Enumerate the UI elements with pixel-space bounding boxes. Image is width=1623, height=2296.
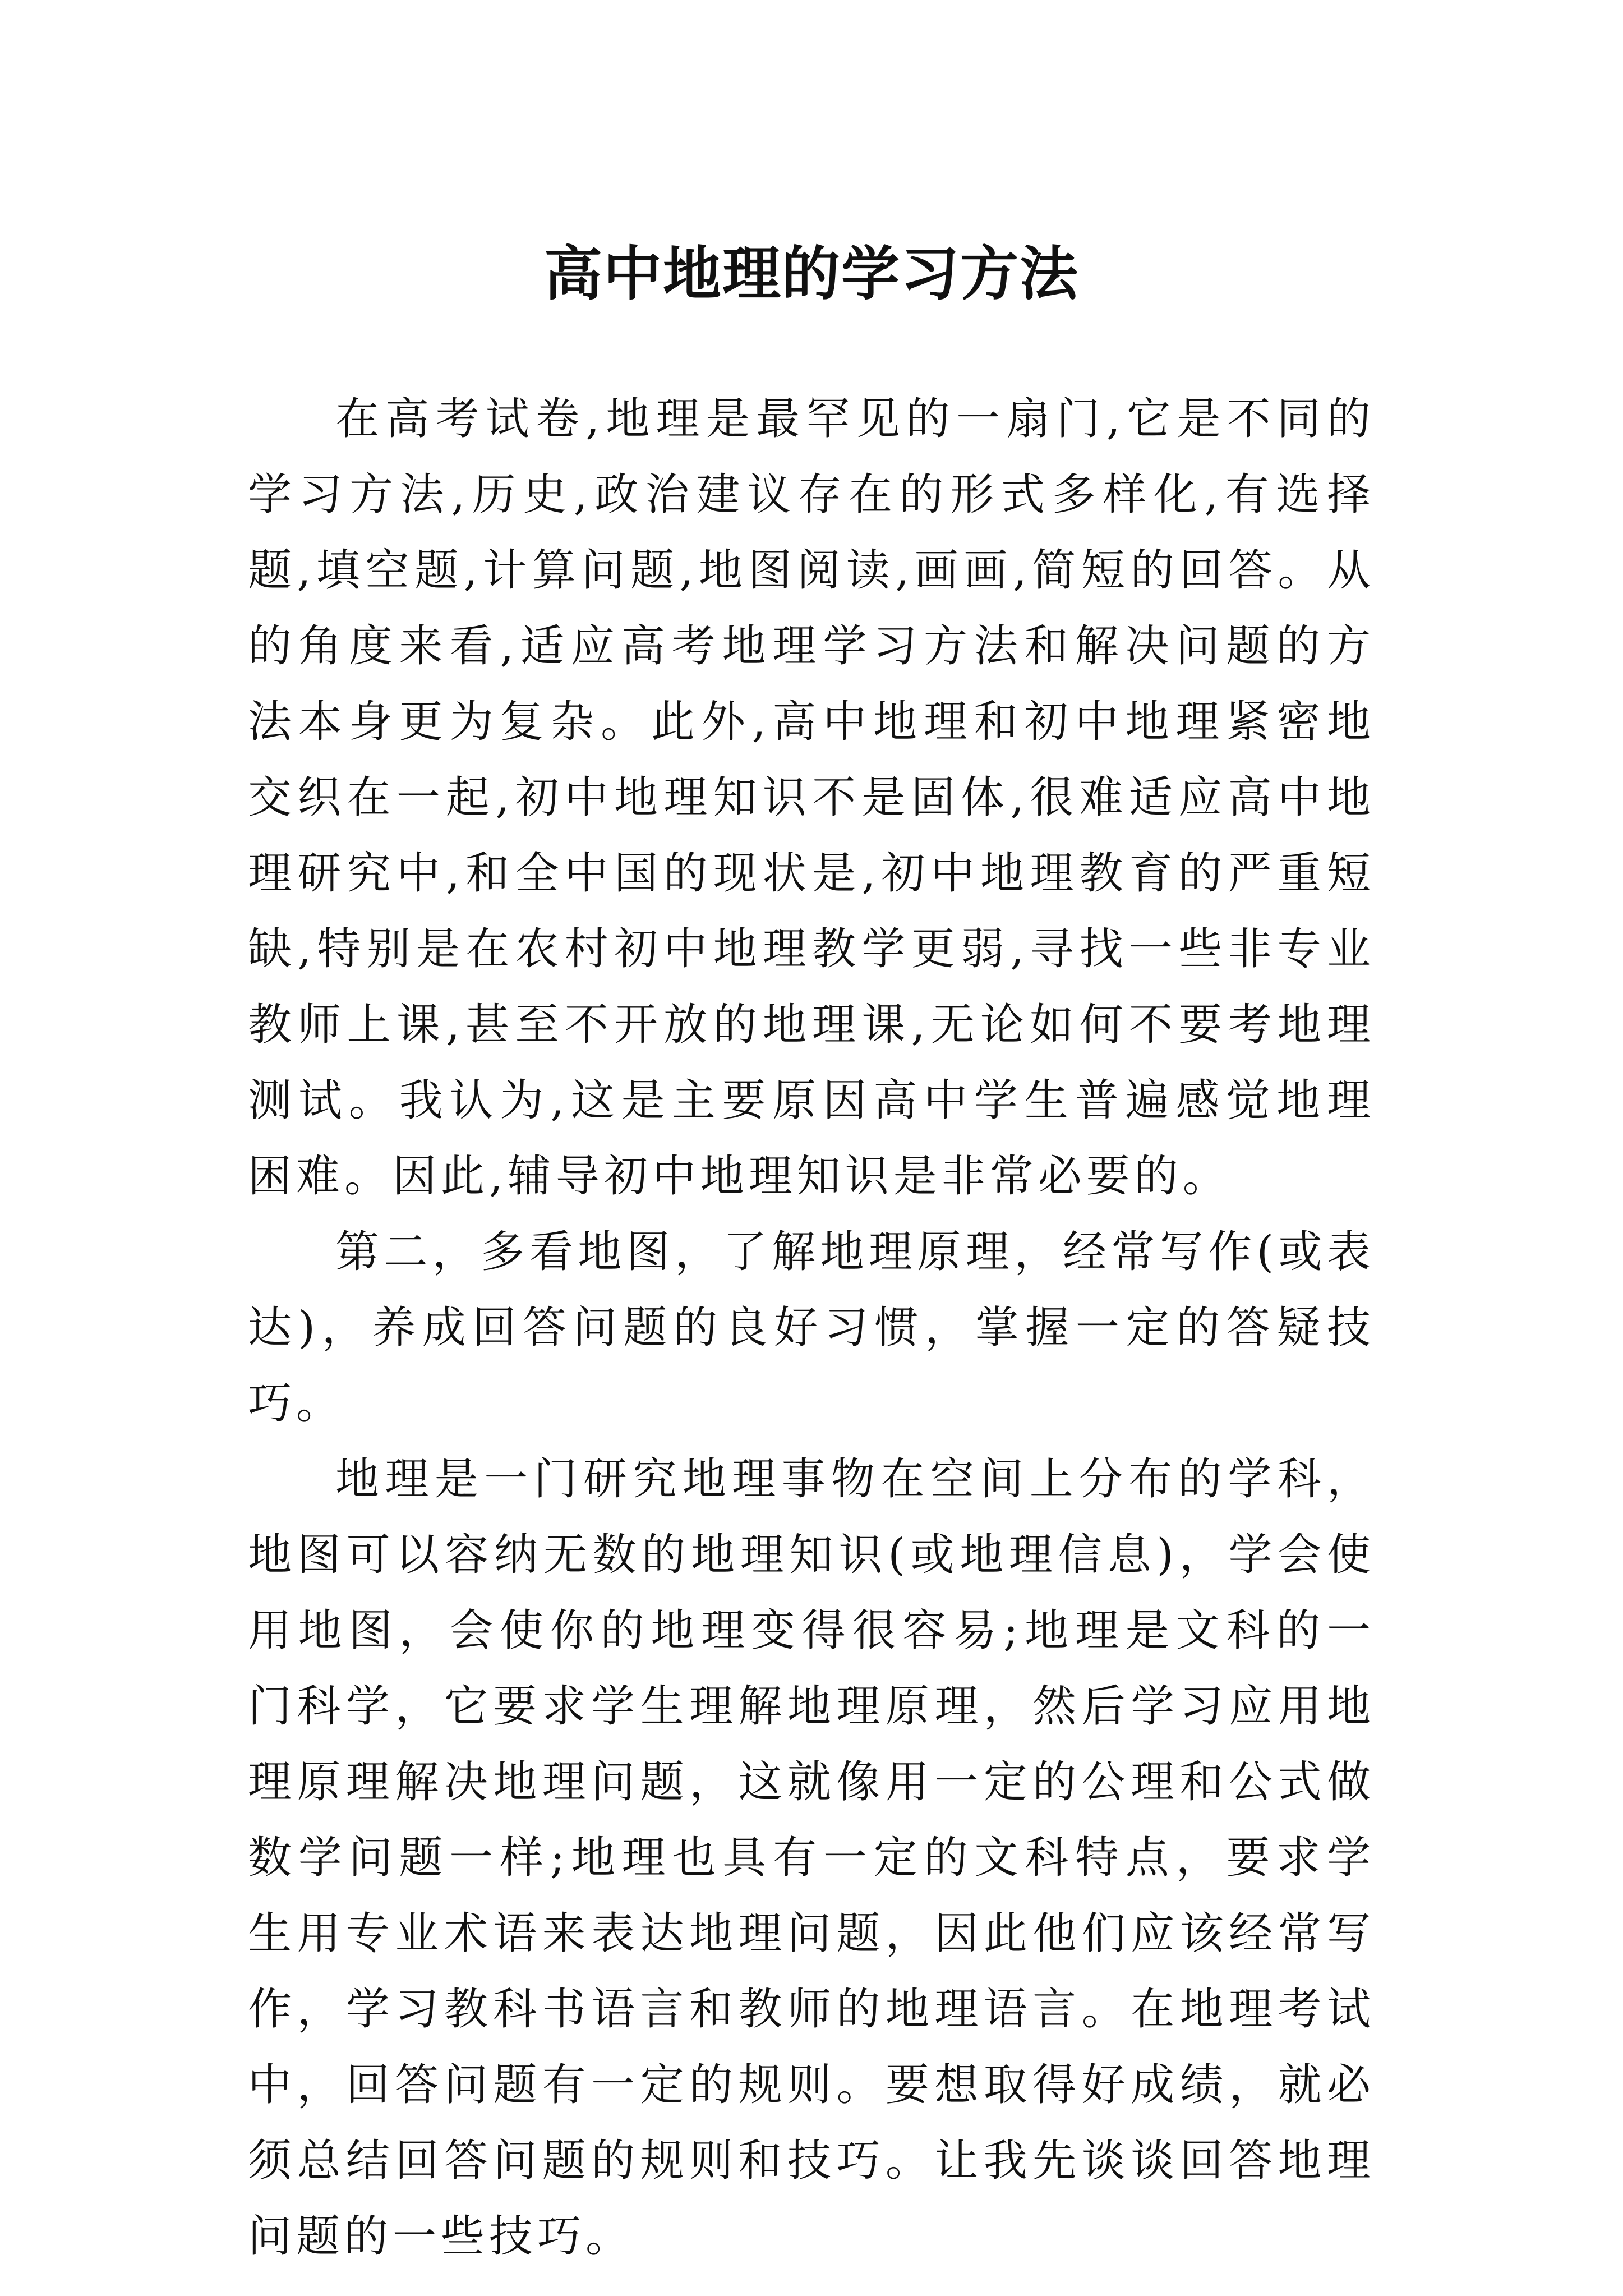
paragraph-intro: 在高考试卷,地理是最罕见的一扇门,它是不同的学习方法,历史,政治建议存在的形式多样化,有选择题,填空题,计算问题,地图阅读,画画,简短的回答。从的角度来看,适应高考地理学习方法和解决问题的方法本身更为复杂。此外,高中地理和初中地理紧密地交织在一起,初中地理知识不是固体,很难适应高中地理研究中,和全中国的现状是,初中地理教育的严重短缺,特别是在农村初中地理教学更弱,寻找一些非专业教师上课,甚至不开放的地理课,无论如何不要考地理测试。我认为,这是主要原因高中学生普遍感觉地理困难。因此,辅导初中地理知识是非常必要的。 [248,394,1375,1202]
paragraph-second-point: 第二，多看地图，了解地理原理，经常写作(或表达)，养成回答问题的良好习惯，掌握一定的答疑技巧。 [248,1227,1375,1429]
document-title: 高中地理的学习方法 [543,238,1079,308]
paragraph-maps-and-principles: 地理是一门研究地理事物在空间上分布的学科，地图可以容纳无数的地理知识(或地理信息)，学会使用地图，会使你的地理变得很容易;地理是文科的一门科学，它要求学生理解地理原理，然后学习应用地理原理解决地理问题，这就像用一定的公理和公式做数学问题一样;地理也具有一定的文科特点，要求学生用专业术语来表达地理问题，因此他们应该经常写作，学习教科书语言和教师的地理语言。在地理考试中，回答问题有一定的规则。要想取得好成绩，就必须总结回答问题的规则和技巧。让我先谈谈回答地理问题的一些技巧。 [248,1454,1375,2262]
document-body [248,381,1375,2275]
